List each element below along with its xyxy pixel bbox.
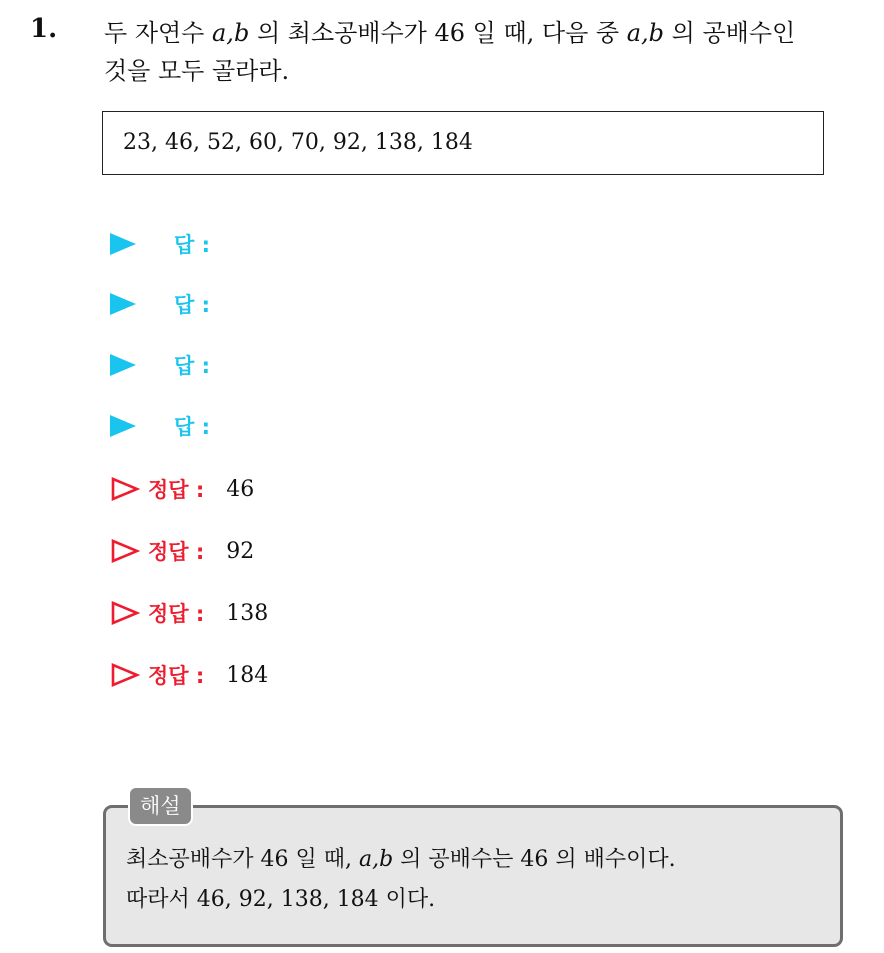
solution-label: 정답 : [148,602,205,626]
answer-label: 답 : [174,233,210,257]
solution-value: 138 [226,600,269,626]
outline-triangle-icon [110,600,140,626]
outline-triangle-icon [110,662,140,688]
answer-row[interactable] [110,348,210,382]
question-number: 1. [30,14,58,44]
variable-ab: a,b [358,847,394,872]
play-arrow-icon [110,233,136,255]
question-text [104,14,874,90]
choices-box [102,111,824,175]
answer-label: 답 : [174,354,210,378]
answer-row[interactable] [110,227,210,261]
solution-value: 92 [226,538,255,564]
solution-label: 정답 : [148,664,205,688]
play-arrow-icon [110,293,136,315]
solution-label: 정답 : [148,540,205,564]
solution-row [110,658,268,692]
variable-ab: a,b [626,19,665,47]
question-text-part: 의 최소공배수가 46 일 때, 다음 중 [249,19,627,47]
answer-row[interactable] [110,287,210,321]
solution-label: 정답 : [148,478,205,502]
play-arrow-icon [110,354,136,376]
explanation-tag: 해설 [128,786,193,826]
solution-row [110,534,254,568]
explanation-part: 의 공배수는 46 의 배수이다. [393,847,676,872]
solution-row [110,596,268,630]
answer-row[interactable] [110,409,210,443]
explanation-part: 최소공배수가 46 일 때, [126,847,359,872]
answer-label: 답 : [174,415,210,439]
solution-row [110,472,254,506]
explanation-text [126,840,826,920]
answer-label: 답 : [174,293,210,317]
question-text-part: 두 자연수 [104,19,212,47]
solution-value: 184 [226,662,269,688]
outline-triangle-icon [110,538,140,564]
question-text-line2: 것을 모두 골라라. [104,57,290,85]
explanation-line2: 따라서 46, 92, 138, 184 이다. [126,887,436,912]
outline-triangle-icon [110,476,140,502]
solution-value: 46 [226,476,255,502]
play-arrow-icon [110,415,136,437]
question-text-part: 의 공배수인 [664,19,796,47]
choices-list: 23, 46, 52, 60, 70, 92, 138, 184 [123,130,473,155]
variable-ab: a,b [212,19,250,47]
